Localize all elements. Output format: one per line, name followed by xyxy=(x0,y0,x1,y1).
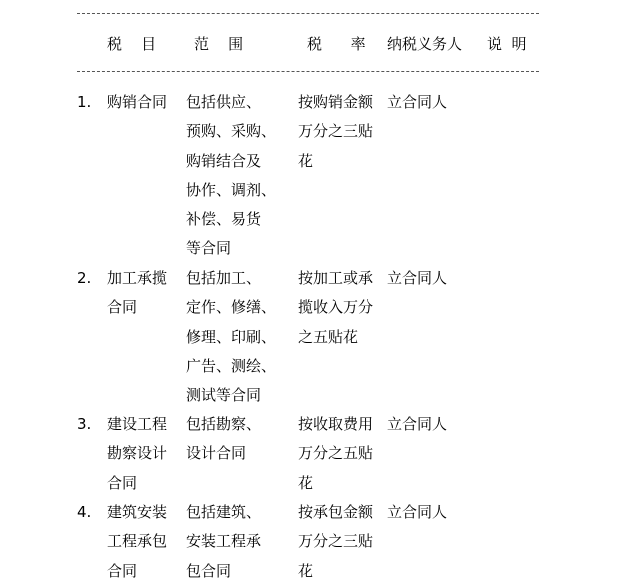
tax-item-cell xyxy=(107,88,167,117)
tax-item-cell xyxy=(107,498,167,586)
header-bottom-dashed-rule xyxy=(77,71,539,72)
scope-cell xyxy=(186,88,276,264)
tax-item-line: 加工承揽 xyxy=(107,269,168,287)
header-tax-item: 税 目 xyxy=(107,35,157,53)
rate-line: 万分之三贴 xyxy=(298,532,374,551)
header-rate: 税 率 xyxy=(307,35,366,53)
payer-cell xyxy=(387,88,447,117)
tax-item-line: 合同 xyxy=(107,561,138,580)
row-number: 2. xyxy=(77,269,92,287)
rate-line: 花 xyxy=(298,561,314,580)
row-number: 4. xyxy=(77,503,92,521)
payer-cell xyxy=(387,264,447,293)
rate-line: 万分之三贴 xyxy=(298,122,374,141)
payer-line: 立合同人 xyxy=(387,415,448,433)
rate-line: 按购销金额 xyxy=(298,93,374,111)
rate-line: 按承包金额 xyxy=(298,503,374,521)
tax-item-line: 工程承包 xyxy=(107,532,168,551)
scope-line: 包括供应、 xyxy=(186,93,262,111)
top-dashed-rule xyxy=(77,13,539,14)
scope-line: 修理、印刷、 xyxy=(186,327,277,346)
scope-line: 测试等合同 xyxy=(186,386,262,405)
scope-line: 补偿、易货 xyxy=(186,210,262,229)
row-number: 1. xyxy=(77,93,92,111)
scope-line: 包括建筑、 xyxy=(186,503,262,521)
header-scope: 范 围 xyxy=(194,35,244,53)
header-payer: 纳税义务人 xyxy=(387,35,463,53)
rate-cell xyxy=(298,410,373,498)
scope-line: 预购、采购、 xyxy=(186,122,277,141)
payer-line: 立合同人 xyxy=(387,269,448,287)
tax-item-line: 合同 xyxy=(107,473,138,492)
tax-item-line: 建筑安装 xyxy=(107,503,168,521)
rate-line: 之五贴花 xyxy=(298,327,359,346)
payer-line: 立合同人 xyxy=(387,93,448,111)
rate-line: 按加工或承 xyxy=(298,269,374,287)
tax-item-line: 建设工程 xyxy=(107,415,168,433)
rate-line: 万分之五贴 xyxy=(298,444,374,463)
rate-line: 按收取费用 xyxy=(298,415,374,433)
tax-item-cell xyxy=(107,264,167,323)
header-note: 说 明 xyxy=(487,35,527,53)
payer-line: 立合同人 xyxy=(387,503,448,521)
row-number: 3. xyxy=(77,415,92,433)
scope-line: 安装工程承 xyxy=(186,532,262,551)
rate-line: 揽收入万分 xyxy=(298,298,374,317)
scope-line: 定作、修缮、 xyxy=(186,298,277,317)
rate-line: 花 xyxy=(298,151,314,170)
scope-line: 设计合同 xyxy=(186,444,247,463)
tax-item-cell xyxy=(107,410,167,498)
rate-line: 花 xyxy=(298,473,314,492)
scope-line: 包括勘察、 xyxy=(186,415,262,433)
rate-cell xyxy=(298,88,373,176)
scope-line: 购销结合及 xyxy=(186,151,262,170)
scope-cell xyxy=(186,410,261,469)
scope-line: 包合同 xyxy=(186,561,232,580)
scope-line: 协作、调剂、 xyxy=(186,180,277,199)
scope-line: 广告、测绘、 xyxy=(186,356,277,375)
rate-cell xyxy=(298,498,373,586)
tax-item-line: 购销合同 xyxy=(107,93,168,111)
scope-cell xyxy=(186,498,261,586)
scope-line: 等合同 xyxy=(186,239,232,258)
scope-cell xyxy=(186,264,276,410)
scope-line: 包括加工、 xyxy=(186,269,262,287)
payer-cell xyxy=(387,410,447,439)
rate-cell xyxy=(298,264,373,352)
tax-item-line: 勘察设计 xyxy=(107,444,168,463)
payer-cell xyxy=(387,498,447,527)
tax-item-line: 合同 xyxy=(107,298,138,317)
